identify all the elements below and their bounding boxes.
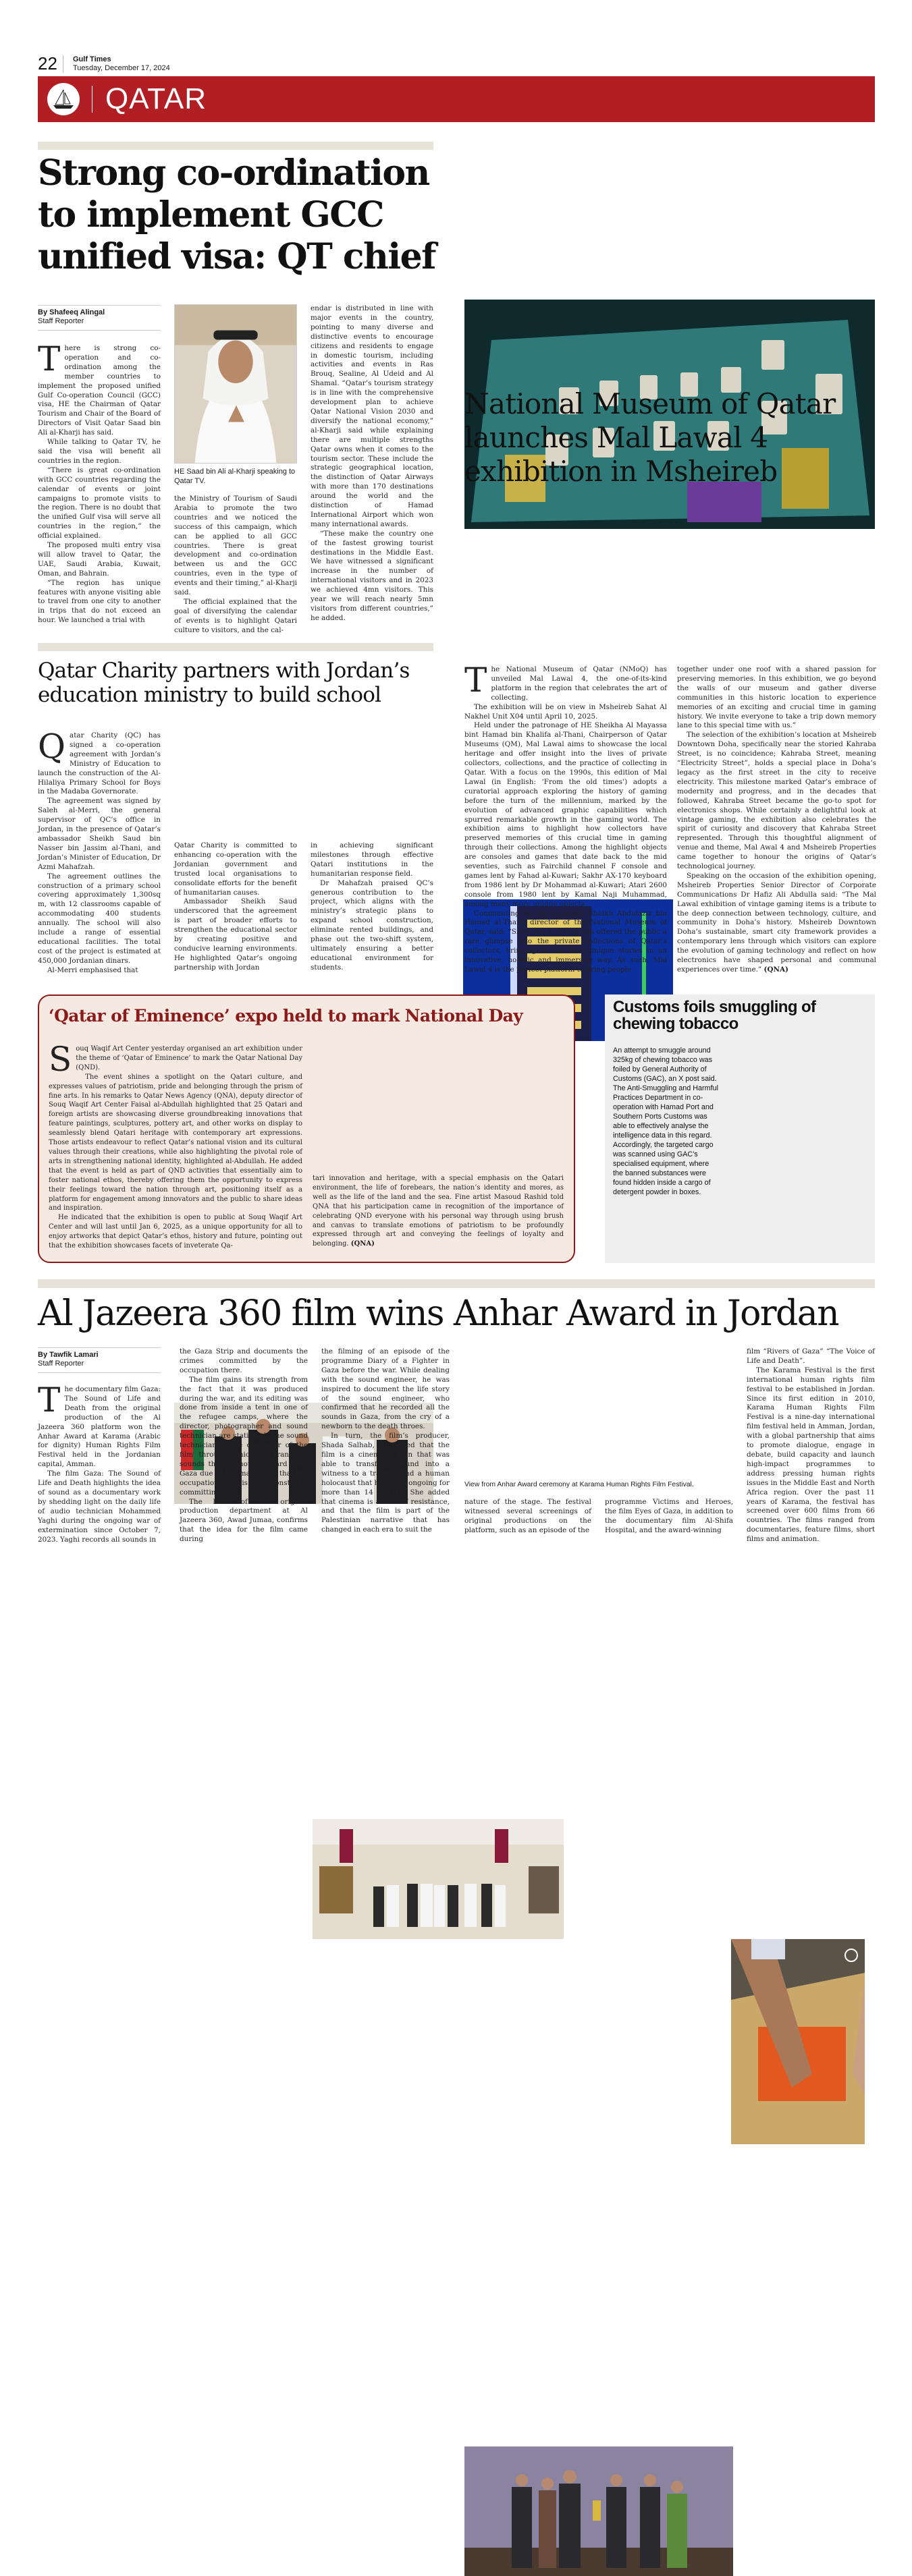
museum-col-2 xyxy=(677,665,876,975)
paragraph: here is strong co-operation and co-ordination among the member countries to implement the proposed unified Gulf Co-operation Council (GCC) visa, HE the Chairman of Qatar Tourism and Chair of the Board of Directors of Visit Qatar Saad bin Ali al-Kharji has said. xyxy=(38,344,161,437)
paragraph: tari innovation and heritage, with a special emphasis on the Qatari environment, the life of forebears, the nation’s identity and mores, as well as the life of the land and the sea. Fine artist Masoud Rashid told QNA that his participation came in recognition of the importance of celebrating QND everyone with his personal way through using brush and canvas to translate emotions of patriotism to be profoundly expressed through art and conveying the feelings of loyalty and belonging. xyxy=(313,1175,564,1248)
paragraph: The agreement outlines the construction of a primary school covering approximately 1,300sq m, with 12 classrooms capable of accommodating 400 students annually. The school will also include a range of essential educational facilities. The total cost of the project is estimated at 450,000 Jordanian dinars. xyxy=(38,872,161,965)
paragraph: “There is great co-ordination with GCC countries regarding the calendar of events or joint campaigns to promote visits to the region. There is no doubt that the unified Gulf visa will serve all countries in the region,” the official explained. xyxy=(38,466,161,540)
kharji-portrait-photo xyxy=(174,304,297,464)
paragraph: the Ministry of Tourism of Saudi Arabia to promote the two countries and we noticed the success of this campaign, which can be applied to all GCC countries. There is great development and co-ordination between us and the GCC countries, even in the type of events and their timing,” al-Kharji said. xyxy=(174,495,297,597)
charity-col-2 xyxy=(174,841,297,973)
aljazeera-col-5 xyxy=(605,1498,733,1536)
article-top-rule xyxy=(38,142,433,150)
museum-col-1 xyxy=(464,661,667,975)
paragraph: nature of the stage. The festival witnessed several screenings of original productions on the platform, such as an episode of the xyxy=(464,1498,591,1534)
headline-customs: Customs foils smuggling of chewing tobacco xyxy=(613,998,816,1033)
aljazeera-col-3 xyxy=(321,1347,450,1535)
headline-charity: Qatar Charity partners with Jordan’s education ministry to build school xyxy=(38,659,410,707)
aljazeera-col-4 xyxy=(464,1498,591,1536)
drop-cap: S xyxy=(49,1040,72,1079)
paragraph: The head of the original production department at Al Jazeera 360, Awad Jumaa, confirms that the idea for the film came during xyxy=(180,1497,308,1544)
gcc-col-2 xyxy=(174,495,297,636)
paragraph: The proposed multi entry visa will allow travel to Qatar, the UAE, Saudi Arabia, Kuwait, Oman, and Bahrain. xyxy=(38,541,161,578)
paragraph: endar is distributed in line with major events in the country, pointing to many diverse and distinctive events to encourage citizens and residents to engage in domestic tourism, including activities and events in Ras Brouq, Sealine, Al Udeid and Al Shamal. “Qatar’s tourism strategy is in line with the comprehensive development plan to achieve Qatar National Vision 2030 and diversify the national economy,” al-Kharji said while explaining there are multiple strengths Qatar owns when it comes to the tourism sector. These include the strategic geographical location, the distinction of Qatar Airways with more than 170 destinations around the world and the distinction of Hamad International Airport which won many international awards. xyxy=(311,304,433,528)
gcc-col-3 xyxy=(311,304,433,623)
paragraph: atar Charity (QC) has signed a co-operation agreement with Jordan’s Ministry of Education to launch the construction of the Al-Hilaliya Primary School for Boys in the Madaba Governorate. xyxy=(38,731,161,796)
paragraph: While talking to Qatar TV, he said the visa will benefit all countries in the region. xyxy=(38,438,161,465)
drop-cap: T xyxy=(38,339,61,379)
drop-cap: T xyxy=(464,661,487,700)
gcc-col-1 xyxy=(38,339,161,625)
souq-waqif-group-photo xyxy=(313,1819,564,1939)
aljazeera-col-6 xyxy=(747,1347,875,1544)
paragraph: “The region has unique features with anyone visiting able to travel from one city to another in trips that do not exceed an hour. We launched a trial with xyxy=(38,578,161,625)
section-title: QATAR xyxy=(105,82,207,115)
paragraph: The official explained that the goal of diversifying the calendar of events is to highlight Qatari culture to visitors, and the cal- xyxy=(174,597,297,634)
byline-role: Staff Reporter xyxy=(38,1360,84,1368)
paragraph: Ambassador Sheikh Saud underscored that the agreement is part of broader efforts to strengthen the educational sector by creating positive and conducive learning environments. He highlighted Qatar’s ongoing partnership with Jordan xyxy=(174,897,297,972)
charity-col-1 xyxy=(38,727,161,976)
headline-eminence: ‘Qatar of Eminence’ expo held to mark National Day xyxy=(49,1006,523,1026)
paragraph: The event shines a spotlight on the Qatari culture, and expresses values of patriotism, pride and belonging through the prism of fine arts. In his remarks to Qatar News Agency (QNA), deputy director of Souq Waqif Art Center Faisal al-Abdullah highlighted that 25 Qatari and foreign artists are showcasing diverse groundbreaking innovations that feature paintings, sculptures, pottery art, and other works on display to seamlessly blend Qatari heritage with contemporary art expressions. Those artists endeavour to reflect Qatar’s national vision and its cultural values through their creations, while also highlighting the pivotal role of arts in strengthening national identity, highlighted al-Abdullah. He added that the event is held as part of QND activities that essentially aim to foster national ethos, thereby offering them the opportunity to express their feelings toward the nation through art, positioning itself as a platform for engagement among innovators and the public to share ideas and inspiration. xyxy=(49,1073,302,1212)
byline-gcc-visa xyxy=(38,305,161,331)
paragraph: Speaking on the occasion of the exhibition opening, Msheireb Properties Senior Director of Corporate Communications Dr Hafiz Ali Abdulla said: “The Mal Lawal exhibition of vintage gaming items is a tribute to the deep connection between technology, culture, and community in Doha’s history. Msheireb Downtown Doha’s sustainable, smart city framework provides a contemporary lens through which visitors can explore the evolution of gaming technology and reflect on how electronics have shaped personal and communal experiences over time.” xyxy=(677,871,876,974)
aljazeera-col-2 xyxy=(180,1347,308,1544)
drop-cap: Q xyxy=(38,727,65,766)
paragraph: The Karama Festival is the first international human rights film festival to be established in Jordan. Since its first edition in 2010, Karama Human Rights Film Festival is a nine-day international film festival held in Amman, Jordan, with a global partnership that aims to promote dialogue, engage in debate, build capacity and launch high-impact programmes to address pressing human rights issues in the Middle East and North Africa region. Over the past 11 years of Karama, the festival has screened over 600 films from 66 countries. The films ranged from documentaries, feature films, short films and animation. xyxy=(747,1366,875,1544)
dhow-ship-icon xyxy=(47,83,80,115)
paragraph: ouq Waqif Art Center yesterday organised an art exhibition under the theme of ‘Qatar of Eminence’ to mark the Qatar National Day (QND). xyxy=(76,1045,302,1071)
paragraph: The selection of the exhibition’s location at Msheireb Downtown Doha, specifically near the storied Kahraba Street, is no coincidence; Kahraba Street, meaning “Electricity Street”, holds a special place in Doha’s legacy as the first street in the city to receive electricity. This milestone marked Qatar’s embrace of modernity and progress, and in the decades that followed, Kahraba Street became the go-to spot for electronics shops. While certainly a delightful look at vintage gaming, the exhibition also celebrates the spirit of curiosity and discovery that Kahraba Street represented. Through this thoughtful alignment of venue and theme, Mal Awal 4 and Msheireb Properties came together to honour the origins of Qatar’s technological journey. xyxy=(677,731,876,871)
paragraph: he documentary film Gaza: The Sound of Life and Death from the original production of the Al Jazeera 360 platform won the Anhar Award at Karama (Arabic for dignity) Human Rights Film Festival held in the Jordanian capital, Amman. xyxy=(38,1385,161,1469)
headline-gcc-visa: Strong co-ordination to implement GCC unified visa: QT chief xyxy=(38,152,436,277)
paragraph: the Gaza Strip and documents the crimes committed by the occupation there. xyxy=(180,1347,308,1374)
article-top-rule xyxy=(38,643,433,651)
eminence-col-2 xyxy=(313,1174,564,1249)
paragraph: Al-Merri emphasised that xyxy=(47,965,138,974)
byline-role: Staff Reporter xyxy=(38,317,84,325)
byline-author: By Shafeeq Alingal xyxy=(38,308,105,316)
page-number: 22 xyxy=(38,53,57,74)
customs-body: An attempt to smuggle around 325kg of chewing tobacco was foiled by General Authority of Customs (GAC), an X post said. The Anti-Smuggling and Harmful Practices Department in co-operation with Hamad Port and Southern Ports Customs was able to effectively analyse the intelligence data in this regard. Accordingly, the targeted cargo was scanned using GAC’s specialised equipment, where the banned substances were found hidden inside a cargo of detergent powder in boxes. xyxy=(613,1046,719,1196)
paragraph: programme Victims and Heroes, the film Eyes of Gaza, in addition to the documentary film Al-Shifa Hospital, and the award-winning xyxy=(605,1498,733,1534)
photo-caption: HE Saad bin Ali al-Kharji speaking to Qatar TV. xyxy=(174,468,296,485)
paragraph: The exhibition will be on view in Msheireb Sahat Al Nakhel Unit X04 until April 10, 2025. xyxy=(464,702,667,721)
paragraph: together under one roof with a shared passion for preserving memories. In this exhibition, we go beyond the walls of our museum and gather diverse communities in this historic location to experience memories of an exciting and crucial time in gaming history. We invite everyone to take a trip down memory lane to this special time with us.” xyxy=(677,665,876,730)
aljazeera-col-1 xyxy=(38,1380,161,1544)
anhar-ceremony-photo xyxy=(464,2446,733,2576)
drop-cap: T xyxy=(38,1380,61,1420)
section-banner xyxy=(38,76,875,122)
headline-aljazeera: Al Jazeera 360 film wins Anhar Award in Jordan xyxy=(38,1293,839,1334)
article-top-rule xyxy=(38,1279,875,1288)
paragraph: The film Gaza: The Sound of Life and Death highlights the idea of sound as a documentary work by shedding light on the daily life of audio technician Mohammed Yaghi during the ongoing war of extermination since October 7, 2023. Yaghi records all sounds in xyxy=(38,1469,161,1544)
eminence-col-1 xyxy=(49,1040,302,1251)
paragraph: “These make the country one of the fastest growing tourist destinations in the Middle East. We have witnessed a significant increase in the number of international visitors and in 2023 we achieved 4mn visitors. This year we will reach nearly 5mn visitors from different countries,” he added. xyxy=(311,529,433,622)
paragraph: Dr Mahafzah praised QC’s generous contribution to the project, which aligns with the ministry’s strategic plans to expand school construction, eliminate rented buildings, and phase out the two-shift system, ultimately ensuring a better educational environment for students. xyxy=(311,878,433,972)
headline-museum: National Museum of Qatar launches Mal Lawal 4 exhibition in Msheireb xyxy=(464,387,836,488)
byline-aljazeera xyxy=(38,1347,161,1373)
paragraph: He indicated that the exhibition is open to public at Souq Waqif Art Center and will last until Jan 6, 2025, as a unique opportunity for all to enjoy artworks that depict Qatar’s ethos, history and future, pointing out that the exhibition showcases facets of inveterate Qa- xyxy=(49,1214,302,1250)
paragraph: Held under the patronage of HE Sheikha Al Mayassa bint Hamad bin Khalifa al-Thani, Chairperson of Qatar Museums (QM), Mal Lawal aims to showcase the local heritage and offer insight into the lives of private collectors, collections, and the practice of collecting in Qatar. With a focus on the 1990s, this edition of Mal Lawal (in English: ‘From the old times’) adopts a curatorial approach exploring the history of gaming before the turn of the millennium, marked by the evolution of advanced graphic capabilities which spurred remarkable growth in the gaming world. The exhibition aims to highlight how collectors have preserved memories of this crucial time in gaming through their collections. Among the highlight objects are consoles and games that date back to the mid seventies, such as Fairchild channel F console and games lent by Fahad al-Kuwari; Sakhr AX-170 keyboard from 1986 lent by Dr Mohammad al-Kuwari; Atari 2600 console from 1980 lent by Kamal Naji Muhammad, among many more unique objects. xyxy=(464,721,667,908)
photo-caption: View from Anhar Award ceremony at Karama Human Rights Film Festival. xyxy=(464,1481,694,1488)
paragraph: film “Rivers of Gaza” “The Voice of Life and Death”. xyxy=(747,1347,875,1365)
paragraph: The film gains its strength from the fact that it was produced during the war, and its editing was done from inside a tent in one of the refugee camps, where the director, photographer and sound technician are stationed. The sound technician is the character of the film through which he transmits sounds that cannot be heard from Gaza due to the massacres that the occupation is constantly committing. xyxy=(180,1375,308,1496)
credit: (QNA) xyxy=(350,1240,375,1248)
credit: (QNA) xyxy=(763,965,788,974)
paragraph: Commenting on the occasion, Sheikh Abdulaziz bin Hamad al-Thani, director of the National Museum of Qatar, said: “Since 2012, NMoQ has offered the public a rare glimpse into the private collections of Qatar’s collectors, bringing to life their unique stories in an innovative, holistic and immersive way. As such, Mal Lawal 4 is the perfect platform to bring people xyxy=(464,909,667,974)
charity-col-3 xyxy=(311,841,433,973)
publication-name: Gulf Times xyxy=(73,55,111,63)
paragraph: he National Museum of Qatar (NMoQ) has unveiled Mal Lawal 4, the one-of-its-kind platform in the region that celebrates the art of collecting. xyxy=(491,665,667,702)
paragraph: the filming of an episode of the programme Diary of a Fighter in Gaza before the war. While dealing with the sound engineer, he was inspired to document the life story of the sound engineer, who confirmed that he recorded all the sounds in Gaza, from the cry of a newborn to the death throes. xyxy=(321,1347,450,1431)
paragraph: in achieving significant milestones through effective Qatari institutions in the humanitarian response field. xyxy=(311,841,433,878)
publication-date: Tuesday, December 17, 2024 xyxy=(73,64,170,72)
customs-cargo-photo xyxy=(731,1939,865,2144)
byline-author: By Tawfik Lamari xyxy=(38,1351,99,1359)
paragraph: Qatar Charity is committed to enhancing co-operation with the Jordanian government and trusted local organisations to consolidate efforts for the benefit of humanitarian causes. xyxy=(174,841,297,897)
paragraph: The agreement was signed by Saleh al-Merri, the general supervisor of QC’s office in Jordan, in the presence of Qatar’s ambassador Sheikh Saud bin Nasser bin Jassim al-Thani, and Jordan’s Minister of Education, Dr Azmi Mahafzah. xyxy=(38,797,161,871)
paragraph: In turn, the film’s producer, Shada Salhab, confirmed that the film is a cinematic icon that was able to transform sound into a witness to a tragedy and a human holocaust that has been ongoing for more than 14 months. She added that cinema is an act of resistance, and that the film is part of the Palestinian narrative that has changed in each era to suit the xyxy=(321,1432,450,1534)
